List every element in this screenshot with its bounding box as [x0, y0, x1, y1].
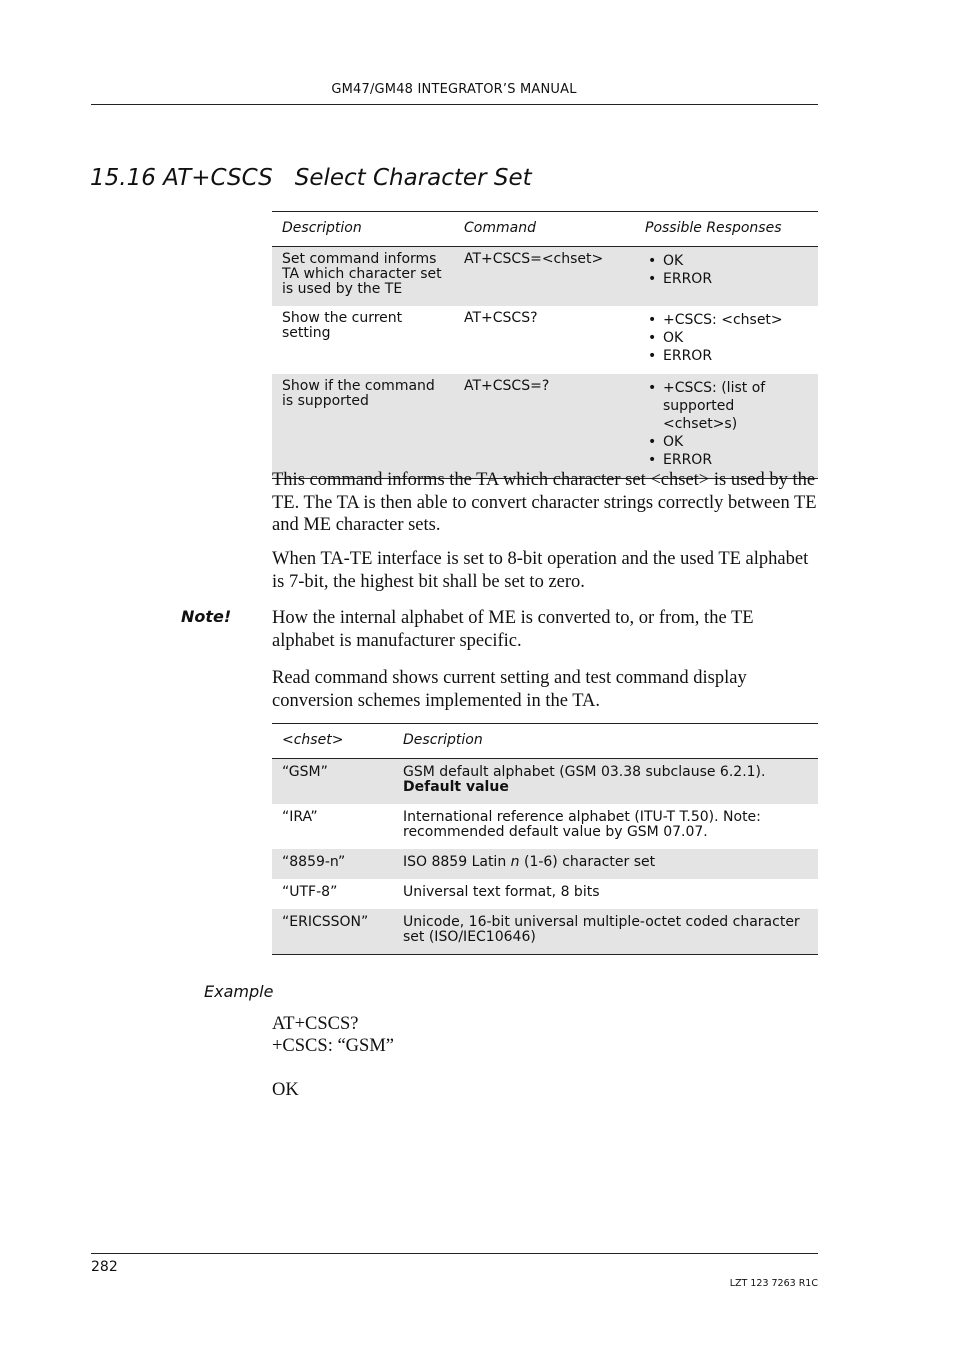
- column-header-responses: Possible Responses: [635, 212, 818, 247]
- column-header-command: Command: [454, 212, 635, 247]
- table-row: [272, 759, 818, 805]
- header-rule: [91, 104, 818, 105]
- example-line: OK: [272, 1080, 299, 1100]
- response-item: • OK: [645, 329, 808, 347]
- table-row: [272, 804, 818, 849]
- example-label: Example: [204, 982, 274, 1001]
- row-description: Set command informs TA which character set is used by the TE: [282, 251, 442, 297]
- chset-value: “UTF-8”: [282, 884, 338, 900]
- column-header-description: Description: [393, 724, 818, 759]
- response-item: • OK: [645, 433, 808, 451]
- row-command: AT+CSCS=?: [464, 378, 550, 394]
- footer-rule: [91, 1253, 818, 1254]
- chset-value: “ERICSSON”: [282, 914, 369, 930]
- row-responses: [635, 306, 818, 374]
- chset-description: ISO 8859 Latin n (1-6) character set: [403, 854, 656, 870]
- body-paragraph: This command informs the TA which character set <chset> is used by the TE. The TA is then able to convert character strings correctly between TE and ME character sets.: [272, 470, 817, 535]
- body-paragraph: When TA-TE interface is set to 8-bit operation and the used TE alphabet is 7-bit, the highest bit shall be set to zero.: [272, 549, 809, 592]
- table-row: [272, 849, 818, 879]
- command-table: [272, 211, 818, 479]
- row-command: AT+CSCS?: [464, 310, 538, 326]
- table-row: [272, 879, 818, 909]
- chset-table: [272, 723, 818, 955]
- table-row: [272, 306, 818, 374]
- row-description: Show the current setting: [282, 310, 403, 341]
- note-text: How the internal alphabet of ME is converted to, or from, the TE alphabet is manufacturer specific.: [272, 608, 754, 651]
- response-item: • ERROR: [645, 347, 808, 365]
- response-item: • +CSCS: (list of supported <chset>s): [645, 379, 808, 433]
- chset-description: Unicode, 16-bit universal multiple-octet coded character set (ISO/IEC10646): [403, 914, 800, 945]
- note-label: Note!: [181, 607, 232, 626]
- chset-description: International reference alphabet (ITU-T T.50). Note: recommended default value by GSM 07.07.: [403, 809, 761, 840]
- section-number: 15.16 AT+CSCS: [90, 165, 273, 191]
- row-responses: [635, 374, 818, 479]
- table-row: [272, 374, 818, 479]
- chset-value: “GSM”: [282, 764, 328, 780]
- document-id: LZT 123 7263 R1C: [729, 1278, 818, 1289]
- table-row: [272, 247, 818, 307]
- running-header: GM47/GM48 INTEGRATOR’S MANUAL: [331, 82, 577, 97]
- row-command: AT+CSCS=<chset>: [464, 251, 604, 267]
- section-heading: [90, 165, 532, 191]
- row-responses: [635, 247, 818, 307]
- response-item: • +CSCS: <chset>: [645, 311, 808, 329]
- section-title: Select Character Set: [294, 165, 532, 191]
- example-line: +CSCS: “GSM”: [272, 1036, 394, 1056]
- example-line: AT+CSCS?: [272, 1014, 359, 1034]
- column-header-description: Description: [272, 212, 454, 247]
- table-row: [272, 909, 818, 955]
- row-description: Show if the command is supported: [282, 378, 435, 409]
- body-paragraph: Read command shows current setting and test command display conversion schemes implemented in the TA.: [272, 668, 747, 711]
- chset-value: “8859-n”: [282, 854, 346, 870]
- response-item: • OK: [645, 252, 808, 270]
- chset-description: GSM default alphabet (GSM 03.38 subclause 6.2.1). Default value: [403, 764, 766, 795]
- chset-description: Universal text format, 8 bits: [403, 884, 600, 900]
- default-value-label: Default value: [403, 779, 509, 795]
- response-item: • ERROR: [645, 451, 808, 469]
- chset-value: “IRA”: [282, 809, 318, 825]
- page-number: 282: [91, 1259, 118, 1275]
- response-item: • ERROR: [645, 270, 808, 288]
- column-header-chset: <chset>: [272, 724, 393, 759]
